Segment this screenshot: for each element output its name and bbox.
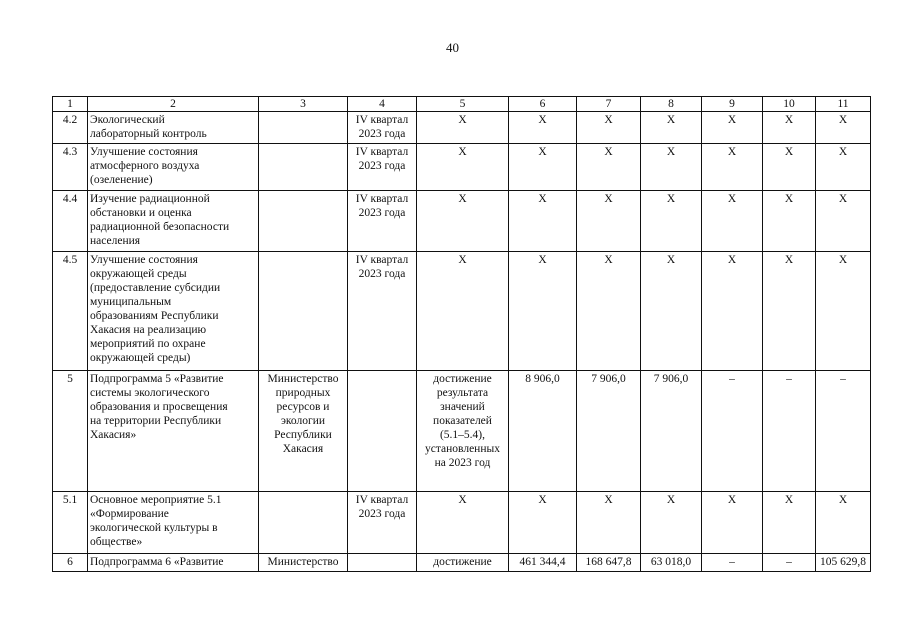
row-value-cell: – [702, 371, 763, 492]
row-value-cell: – [763, 554, 816, 572]
row-value-cell: – [702, 554, 763, 572]
table-row [53, 112, 871, 144]
row-name-cell: Подпрограмма 6 «Развитие [88, 554, 259, 572]
row-deadline-cell [348, 554, 417, 572]
row-value-cell: Х [577, 191, 641, 252]
column-header: 4 [348, 97, 417, 112]
table-row [53, 144, 871, 191]
table-row [53, 492, 871, 554]
row-value-cell: 7 906,0 [577, 371, 641, 492]
row-deadline-cell: IV квартал 2023 года [348, 492, 417, 554]
row-value-cell: Х [641, 252, 702, 371]
row-executor-cell [259, 252, 348, 371]
row-deadline-cell: IV квартал 2023 года [348, 191, 417, 252]
row-value-cell: Х [509, 492, 577, 554]
row-name-cell: Экологический лабораторный контроль [88, 112, 259, 144]
row-value-cell: Х [763, 252, 816, 371]
column-header: 5 [417, 97, 509, 112]
table-row [53, 252, 871, 371]
row-number-cell: 4.2 [53, 112, 88, 144]
row-value-cell: Х [641, 191, 702, 252]
row-value-cell: Х [509, 144, 577, 191]
row-name-cell: Улучшение состояния атмосферного воздуха (озеленение) [88, 144, 259, 191]
row-number-cell: 4.5 [53, 252, 88, 371]
row-result-cell: достижение результата значений показателей (5.1–5.4), установленных на 2023 год [417, 371, 509, 492]
row-number-cell: 4.4 [53, 191, 88, 252]
row-number-cell: 5 [53, 371, 88, 492]
row-executor-cell: Министерство природных ресурсов и экологии Республики Хакасия [259, 371, 348, 492]
row-value-cell: Х [763, 492, 816, 554]
row-executor-cell [259, 492, 348, 554]
column-header: 10 [763, 97, 816, 112]
row-result-cell: Х [417, 492, 509, 554]
row-value-cell: Х [641, 492, 702, 554]
column-header: 8 [641, 97, 702, 112]
row-name-cell: Подпрограмма 5 «Развитие системы экологического образования и просвещения на территории Республики Хакасия» [88, 371, 259, 492]
row-value-cell: Х [509, 112, 577, 144]
row-value-cell: Х [577, 144, 641, 191]
table-row [53, 371, 871, 492]
table-row [53, 554, 871, 572]
row-value-cell: Х [763, 191, 816, 252]
row-value-cell: Х [816, 112, 871, 144]
column-header: 6 [509, 97, 577, 112]
row-value-cell: – [763, 371, 816, 492]
table-body [53, 97, 871, 572]
column-header: 11 [816, 97, 871, 112]
row-name-cell: Изучение радиационной обстановки и оценка радиационной безопасности населения [88, 191, 259, 252]
row-value-cell: Х [577, 112, 641, 144]
page-number: 40 [446, 40, 459, 55]
row-value-cell: Х [641, 112, 702, 144]
row-value-cell: 8 906,0 [509, 371, 577, 492]
column-header: 1 [53, 97, 88, 112]
row-value-cell: Х [702, 252, 763, 371]
row-value-cell: Х [702, 144, 763, 191]
row-value-cell: Х [641, 144, 702, 191]
row-executor-cell: Министерство [259, 554, 348, 572]
row-deadline-cell: IV квартал 2023 года [348, 252, 417, 371]
row-value-cell: Х [577, 252, 641, 371]
table-row [53, 191, 871, 252]
row-value-cell: Х [763, 112, 816, 144]
column-header: 9 [702, 97, 763, 112]
row-value-cell: – [816, 371, 871, 492]
row-value-cell: 461 344,4 [509, 554, 577, 572]
row-result-cell: Х [417, 252, 509, 371]
column-header: 3 [259, 97, 348, 112]
row-value-cell: Х [816, 492, 871, 554]
row-result-cell: Х [417, 191, 509, 252]
row-result-cell: Х [417, 144, 509, 191]
row-deadline-cell: IV квартал 2023 года [348, 112, 417, 144]
row-value-cell: 63 018,0 [641, 554, 702, 572]
row-number-cell: 4.3 [53, 144, 88, 191]
column-header: 2 [88, 97, 259, 112]
row-executor-cell [259, 191, 348, 252]
row-value-cell: 7 906,0 [641, 371, 702, 492]
row-deadline-cell [348, 371, 417, 492]
row-executor-cell [259, 112, 348, 144]
row-value-cell: Х [509, 252, 577, 371]
row-value-cell: Х [816, 144, 871, 191]
row-number-cell: 6 [53, 554, 88, 572]
row-value-cell: 168 647,8 [577, 554, 641, 572]
row-result-cell: Х [417, 112, 509, 144]
row-value-cell: Х [702, 191, 763, 252]
row-value-cell: Х [702, 492, 763, 554]
row-value-cell: Х [509, 191, 577, 252]
column-header: 7 [577, 97, 641, 112]
row-deadline-cell: IV квартал 2023 года [348, 144, 417, 191]
row-value-cell: Х [816, 191, 871, 252]
column-number-row [53, 97, 871, 112]
row-value-cell: Х [763, 144, 816, 191]
row-value-cell: Х [816, 252, 871, 371]
row-value-cell: 105 629,8 [816, 554, 871, 572]
row-name-cell: Улучшение состояния окружающей среды (предоставление субсидии муниципальным образованиям Республики Хакасия на реализацию мероприятий по охране окружающей среды) [88, 252, 259, 371]
program-table [52, 96, 871, 572]
row-value-cell: Х [577, 492, 641, 554]
row-name-cell: Основное мероприятие 5.1 «Формирование экологической культуры в обществе» [88, 492, 259, 554]
row-executor-cell [259, 144, 348, 191]
row-value-cell: Х [702, 112, 763, 144]
row-result-cell: достижение [417, 554, 509, 572]
row-number-cell: 5.1 [53, 492, 88, 554]
